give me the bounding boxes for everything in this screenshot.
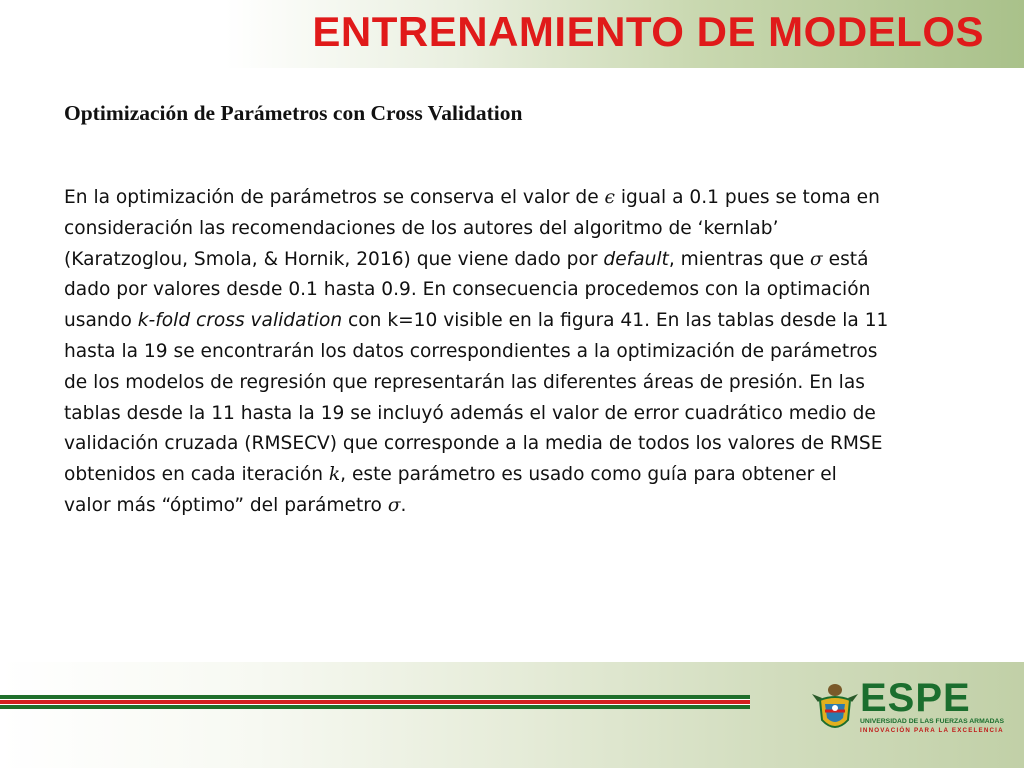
logo-motto: INNOVACIÓN PARA LA EXCELENCIA	[860, 727, 1004, 734]
italic-term: k-fold cross validation	[137, 310, 343, 332]
text-run: obtenidos en cada iteración	[64, 464, 329, 486]
body-line: tablas desde la 11 hasta la 19 se incluyó además el valor de error cuadrático medio de	[64, 402, 876, 424]
body-line	[64, 306, 974, 337]
green-stripe	[0, 705, 750, 709]
epsilon-symbol: ϵ	[604, 187, 615, 208]
body-line	[64, 460, 974, 491]
slide-title: ENTRENAMIENTO DE MODELOS	[312, 8, 984, 55]
sigma-symbol: σ	[810, 248, 823, 270]
text-run: valor más “óptimo” del parámetro	[64, 494, 388, 516]
text-run: con k=10 visible en la figura 41. En las tablas desde la 11	[342, 310, 889, 332]
text-run: .	[400, 494, 407, 516]
slide-subtitle: Optimización de Parámetros con Cross Validation	[64, 101, 523, 125]
body-line	[64, 491, 974, 522]
text-run: usando	[64, 310, 138, 332]
text-run: está	[822, 248, 869, 270]
body-line: hasta la 19 se encontrarán los datos correspondientes a la optimización de parámetros	[64, 340, 878, 362]
body-paragraph	[64, 183, 974, 522]
sigma-symbol: σ	[387, 494, 401, 516]
espe-logo	[812, 676, 1004, 740]
crest-icon	[812, 680, 858, 736]
text-run: , este parámetro es usado como guía para obtener el	[340, 464, 837, 486]
text-run: En la optimización de parámetros se conserva el valor de	[64, 187, 605, 208]
footer-stripes	[0, 695, 750, 707]
body-line: consideración las recomendaciones de los autores del algoritmo de ‘kernlab’	[64, 217, 779, 239]
body-line	[64, 183, 974, 214]
logo-wordmark: ESPE	[860, 676, 971, 720]
body-line: dado por valores desde 0.1 hasta 0.9. En consecuencia procedemos con la optimación	[64, 279, 871, 301]
k-symbol: k	[328, 464, 341, 486]
text-run: (Karatzoglou, Smola, & Hornik, 2016) que viene dado por	[64, 248, 604, 270]
italic-term: default	[603, 248, 669, 270]
body-line: validación cruzada (RMSECV) que corresponde a la media de todos los valores de RMSE	[64, 433, 883, 455]
body-line: de los modelos de regresión que representarán las diferentes áreas de presión. En las	[64, 371, 865, 393]
logo-university-name: UNIVERSIDAD DE LAS FUERZAS ARMADAS	[860, 718, 1004, 725]
text-run: igual a 0.1 pues se toma en	[614, 187, 880, 208]
text-run: , mientras que	[668, 248, 811, 270]
body-line	[64, 245, 974, 276]
